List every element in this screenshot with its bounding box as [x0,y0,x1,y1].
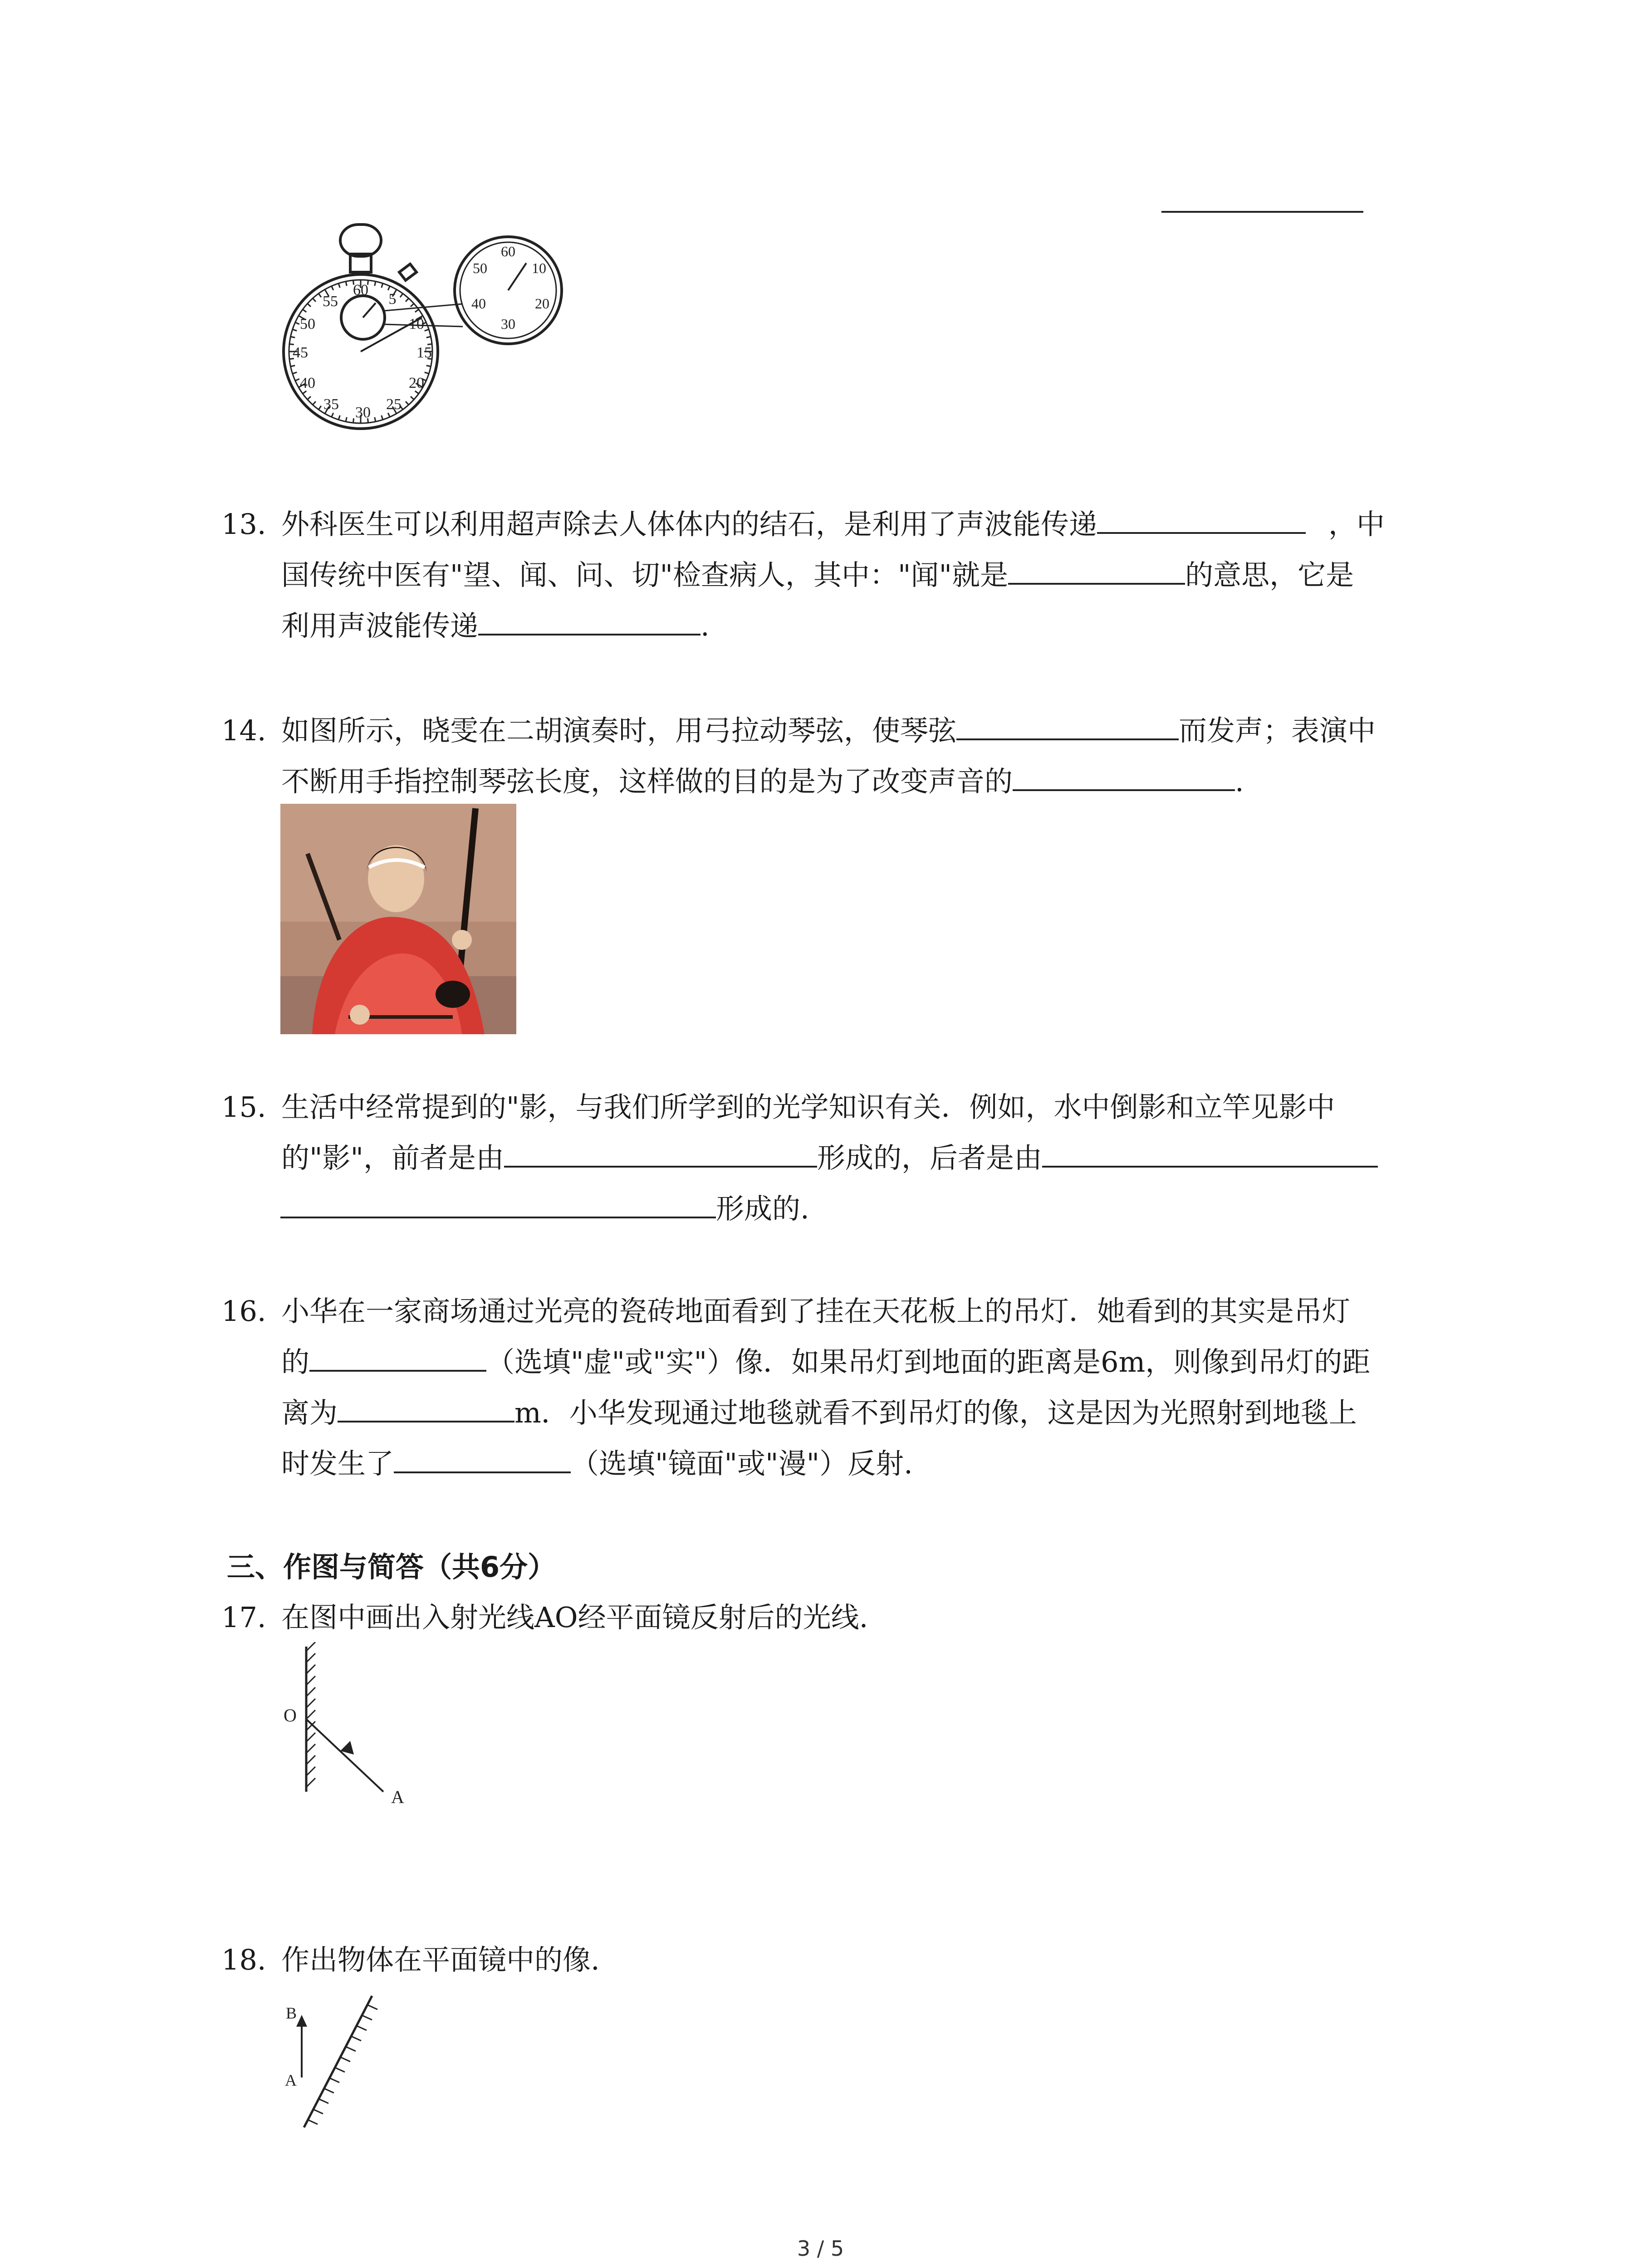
q16-text: m．小华发现通过地毯就看不到吊灯的像，这是因为光照射到地毯上 [514,1396,1357,1429]
erhu-performer-photo [280,804,516,1034]
small-dial-label: 60 [501,243,515,259]
dial-tick [338,415,340,420]
dial-tick [382,284,383,288]
dial-label: 15 [416,344,432,361]
dial-label: 25 [386,396,402,413]
page-number: 3 / 5 [797,2236,844,2261]
dial-tick [346,281,347,286]
dial-tick [388,413,390,417]
dial-label: 55 [323,293,338,310]
small-dial-label: 10 [532,260,546,276]
dial-tick [415,309,419,312]
q16-blank-1[interactable] [309,1343,486,1372]
q16-text: （选填"镜面"或"漫"）反射. [571,1447,913,1480]
q14-blank-2[interactable] [1013,762,1235,791]
dial-tick [425,372,429,374]
q15-text: 形成的，后者是由 [817,1141,1043,1174]
dial-tick [293,372,297,374]
dial-tick [308,396,311,400]
point-a-label: A [391,1787,404,1807]
q14-blank-1[interactable] [956,711,1179,740]
q16-text: 离为 [281,1396,338,1429]
dial-tick [406,401,409,405]
q15-blank-1[interactable] [504,1139,817,1168]
dial-tick [295,323,299,324]
dial-label: 60 [353,282,368,298]
dial-label: 35 [323,396,339,413]
dial-tick [332,413,333,417]
point-a-label: A [285,2071,297,2089]
question-number: 18. [221,1943,266,1976]
dial-tick [382,415,383,420]
question-number: 16. [221,1295,266,1328]
dial-label: 50 [300,316,315,332]
dial-tick [400,293,403,297]
q15-text: 生活中经常提到的"影，与我们所学到的光学知识有关．例如，水中倒影和立竿见影中 [281,1090,1335,1124]
dial-label: 5 [388,291,397,308]
q12-answer-blank[interactable] [1161,211,1363,213]
point-b-label: B [286,2004,297,2022]
question-number: 14. [221,714,266,747]
q13-text: 国传统中医有"望、闻、问、切"检查病人，其中："闻"就是 [281,558,1009,591]
dial-tick [293,329,297,331]
q18-text: 作出物体在平面镜中的像. [281,1943,600,1976]
q14-text: 不断用手指控制琴弦长度，这样做的目的是为了改变声音的 [281,765,1013,798]
small-dial-label: 50 [473,260,487,276]
q16-text: 时发生了 [281,1447,394,1480]
dial-tick [375,281,376,286]
q18-mirror-diagram [277,1987,395,2136]
dial-tick [318,293,321,297]
dial-tick [295,379,299,381]
q17-mirror-diagram [272,1642,417,1814]
dial-label: 40 [300,375,315,391]
q13-text: 的意思，它是 [1185,558,1354,591]
q16-text: 小华在一家商场通过光亮的瓷砖地面看到了挂在天花板上的吊灯．她看到的其实是吊灯 [281,1295,1351,1328]
dial-tick [406,298,409,302]
q14-text: . [1235,765,1244,798]
q13-text: ，中 [1328,508,1385,541]
q13-blank-3[interactable] [478,606,700,635]
dial-tick [426,366,431,367]
dial-tick [338,284,340,288]
small-dial-label: 20 [535,295,549,312]
q13-text: . [700,609,710,642]
dial-tick [411,303,414,307]
dial-tick [313,401,316,405]
q14-text: 如图所示，晓雯在二胡演奏时，用弓拉动琴弦，使琴弦 [281,714,957,747]
q15-text: 形成的. [716,1192,809,1225]
point-o-label: O [284,1705,297,1725]
question-number: 17. [221,1601,266,1634]
dial-label: 20 [409,375,424,391]
small-dial-label: 30 [501,316,515,332]
dial-tick [303,309,306,312]
q14-text: 而发声；表演中 [1179,714,1376,747]
q13-blank-2[interactable] [1008,556,1185,585]
q16-text: （选填"虚"或"实"）像．如果吊灯到地面的距离是6m，则像到吊灯的距 [486,1345,1371,1378]
dial-label: 45 [293,344,308,361]
dial-tick [388,286,390,290]
dial-tick [318,406,321,410]
dial-label: 10 [409,316,424,332]
dial-tick [308,303,311,307]
dial-tick [332,286,333,290]
dial-tick [290,366,295,367]
small-dial-label: 40 [471,295,486,312]
q16-blank-3[interactable] [394,1444,571,1473]
question-number: 13. [221,508,266,541]
q13-text: 利用声波能传递 [281,609,479,642]
dial-tick [375,417,376,422]
q15-text: 的"影"，前者是由 [281,1141,505,1174]
q13-blank-1[interactable] [1097,505,1306,534]
q17-text: 在图中画出入射光线AO经平面镜反射后的光线. [281,1601,868,1634]
q13-text: 外科医生可以利用超声除去人体体内的结石，是利用了声波能传递 [281,508,1097,541]
dial-tick [411,396,414,400]
q16-text: 的 [281,1345,310,1378]
q15-blank-2-continued[interactable] [280,1189,716,1218]
q15-blank-2[interactable] [1042,1139,1378,1168]
question-number: 15. [221,1090,266,1124]
stopwatch-figure [272,213,572,449]
dial-tick [313,298,316,302]
dial-tick [425,329,429,331]
dial-tick [346,417,347,422]
section-heading: 三、作图与简答（共6分） [227,1550,556,1584]
q16-blank-2[interactable] [338,1393,514,1422]
dial-label: 30 [355,404,371,421]
